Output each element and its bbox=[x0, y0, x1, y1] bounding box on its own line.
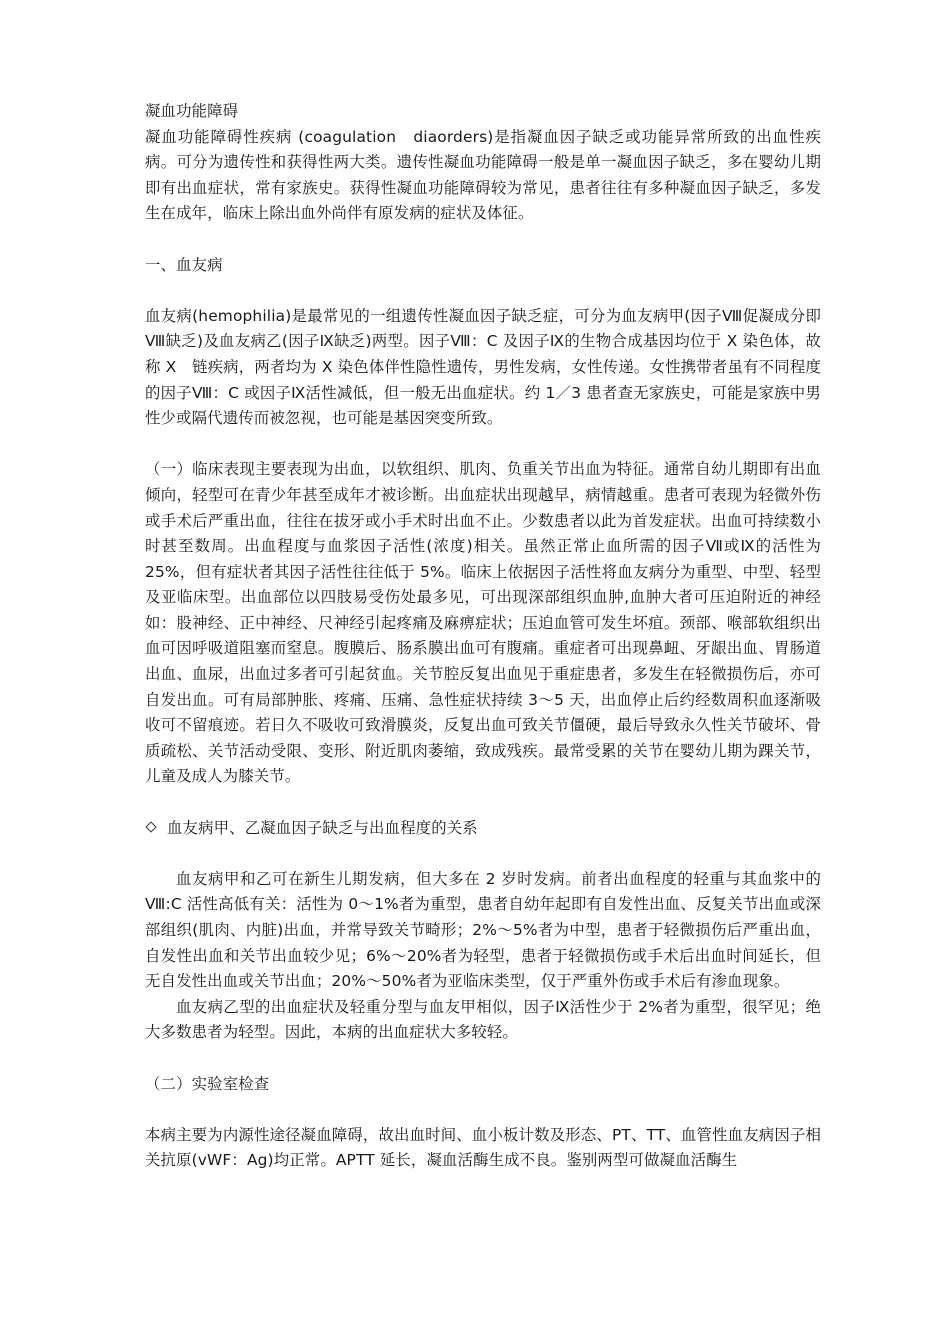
section-heading-hemophilia: 一、血友病 bbox=[145, 255, 223, 274]
document-page bbox=[145, 99, 821, 1174]
spacer bbox=[145, 841, 821, 867]
lab-exam-heading: （二）实验室检查 bbox=[145, 1074, 270, 1093]
clinical-manifestation-paragraph: （一）临床表现主要表现为出血，以软组织、肌肉、负重关节出血为特征。通常自幼儿期即有出血倾向，轻型可在青少年甚至成年才被诊断。出血症状出现越早，病情越重。患者可表现为轻微外伤或手术后严重出血，往往在拔牙或小手术时出血不止。少数患者以此为首发症状。出血可持续数小时甚至数周。出血程度与血浆因子活性(浓度)相关。虽然正常止血所需的因子Ⅶ或Ⅸ的活性为 25%，但有症状者其因子活性往往低于 5%。临床上依据因子活性将血友病分为重型、中型、轻型及亚临床型。出血部位以四肢易受伤处最多见，可出现深部组织血肿,血肿大者可压迫附近的神经如：股神经、正中神经、尺神经引起疼痛及麻痹症状；压迫血管可发生坏疽。颈部、喉部软组织出血可因呼吸道阻塞而窒息。腹膜后、肠系膜出血可有腹痛。重症者可出现鼻衄、牙龈出血、胃肠道出血、血尿，出血过多者可引起贫血。关节腔反复出血见于重症患者，多发生在轻微损伤后，亦可自发出血。可有局部肿胀、疼痛、压痛、急性症状持续 3～5 天，出血停止后约经数周积血逐渐吸收可不留痕迹。若日久不吸收可致滑膜炎，反复出血可致关节僵硬，最后导致永久性关节破坏、骨质疏松、关节活动受限、变形、附近肌肉萎缩，致成残疾。最常受累的关节在婴幼儿期为踝关节，儿童及成人为膝关节。 bbox=[145, 460, 821, 786]
spacer bbox=[145, 432, 821, 458]
spacer bbox=[145, 1097, 821, 1123]
lab-exam-paragraph: 本病主要为内源性途径凝血障碍，故出血时间、血小板计数及形态、PT、TT、血管性血友病因子相关抗原(vWF：Ag)均正常。APTT 延长，凝血活酶生成不良。鉴别两型可做凝血活酶生 bbox=[145, 1125, 821, 1170]
spacer bbox=[145, 790, 821, 816]
severity-paragraph-2: 血友病乙型的出血症状及轻重分型与血友甲相似，因子Ⅸ活性少于 2%者为重型，很罕见；绝大多数患者为轻型。因此，本病的出血症状大多较轻。 bbox=[145, 997, 821, 1042]
severity-paragraph-1: 血友病甲和乙可在新生儿期发病，但大多在 2 岁时发病。前者出血程度的轻重与其血浆中的Ⅷ:C 活性高低有关：活性为 0～1%者为重型，患者自幼年起即有自发性出血、反复关节出血或深部组织(肌肉、内脏)出血，并常导致关节畸形；2%～5%者为中型，患者于轻微损伤后严重出血，自发性出血和关节出血较少见；6%～20%者为轻型，患者于轻微损伤或手术后出血时间延长，但无自发性出血或关节出血；20%～50%者为亚临床类型，仅于严重外伤或手术后有渗血现象。 bbox=[145, 869, 821, 991]
spacer bbox=[145, 1046, 821, 1072]
intro-paragraph: 凝血功能障碍性疾病 (coagulation diaorders)是指凝血因子缺乏或功能异常所致的出血性疾病。可分为遗传性和获得性两大类。遗传性凝血功能障碍一般是单一凝血因子缺乏，多在婴幼儿期即有出血症状，常有家族史。获得性凝血功能障碍较为常见，患者往往有多种凝血因子缺乏，多发生在成年，临床上除出血外尚伴有原发病的症状及体征。 bbox=[145, 127, 821, 223]
hemophilia-definition-paragraph: 血友病(hemophilia)是最常见的一组遗传性凝血因子缺乏症，可分为血友病甲(因子Ⅷ促凝成分即Ⅷ缺乏)及血友病乙(因子Ⅸ缺乏)两型。因子Ⅷ：C 及因子Ⅸ的生物合成基因均位于 X 染色体，故称 X 链疾病，两者均为 X 染色体伴性隐性遗传，男性发病，女性传递。女性携带者虽有不同程度的因子Ⅷ：C 或因子Ⅸ活性减低，但一般无出血症状。约 1／3 患者查无家族史，可能是家族中男性少或隔代遗传而被忽视，也可能是基因突变所致。 bbox=[145, 306, 821, 428]
bullet-heading bbox=[145, 816, 821, 842]
diamond-bullet-icon bbox=[145, 821, 156, 832]
document-title: 凝血功能障碍 bbox=[145, 102, 239, 120]
spacer bbox=[145, 227, 821, 253]
spacer bbox=[145, 278, 821, 304]
bullet-heading-text: 血友病甲、乙凝血因子缺乏与出血程度的关系 bbox=[167, 818, 478, 837]
